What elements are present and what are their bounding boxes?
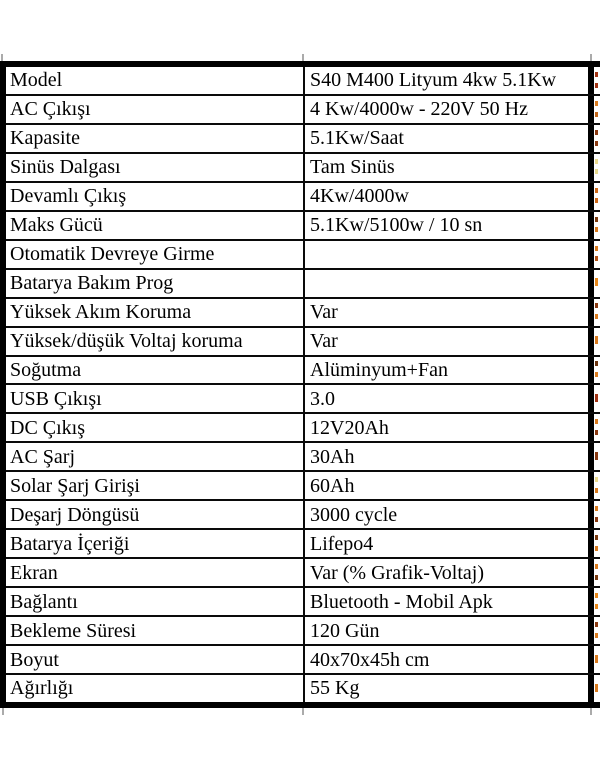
clipped-text-speck	[595, 361, 598, 366]
clipped-text-speck	[595, 655, 598, 663]
spec-table	[0, 61, 600, 708]
clipped-text-speck	[595, 564, 598, 569]
clipped-column-fragment	[594, 588, 600, 615]
table-row	[6, 646, 600, 675]
clipped-text-speck	[595, 593, 598, 598]
clipped-text-speck	[595, 130, 598, 135]
spec-label: Solar Şarj Girişi	[6, 472, 305, 499]
spec-value: 5.1Kw/5100w / 10 sn	[305, 212, 594, 239]
spec-value: 4 Kw/4000w - 220V 50 Hz	[305, 96, 594, 123]
spec-value: Var	[305, 328, 594, 355]
spec-value: 3000 cycle	[305, 501, 594, 528]
spec-value: S40 M400 Lityum 4kw 5.1Kw	[305, 67, 594, 94]
spec-value: 5.1Kw/Saat	[305, 125, 594, 152]
clipped-text-speck	[595, 256, 598, 261]
spec-label: Kapasite	[6, 125, 305, 152]
spec-value: Lifepo4	[305, 530, 594, 557]
spec-value: Var (% Grafik-Voltaj)	[305, 559, 594, 586]
spec-label: Batarya İçeriği	[6, 530, 305, 557]
spec-label: Sinüs Dalgası	[6, 154, 305, 181]
gridline-stub-bottom-right	[590, 708, 592, 715]
table-row	[6, 675, 600, 702]
spec-label: Bağlantı	[6, 588, 305, 615]
clipped-text-speck	[595, 430, 598, 435]
spec-label: Ekran	[6, 559, 305, 586]
clipped-column-fragment	[594, 67, 600, 94]
clipped-text-speck	[595, 83, 598, 88]
gridline-stub-top-middle	[302, 54, 304, 61]
clipped-text-speck	[595, 112, 598, 117]
clipped-text-speck	[595, 604, 598, 609]
clipped-text-speck	[595, 188, 598, 193]
spec-value: Tam Sinüs	[305, 154, 594, 181]
clipped-text-speck	[595, 217, 598, 222]
table-row	[6, 530, 600, 559]
clipped-text-speck	[595, 227, 598, 232]
table-row	[6, 357, 600, 386]
clipped-column-fragment	[594, 443, 600, 470]
clipped-column-fragment	[594, 530, 600, 557]
clipped-text-speck	[595, 394, 598, 402]
spec-value: 4Kw/4000w	[305, 183, 594, 210]
clipped-column-fragment	[594, 328, 600, 355]
spec-value	[305, 270, 594, 297]
clipped-text-speck	[595, 278, 598, 286]
clipped-text-speck	[595, 141, 598, 146]
clipped-text-speck	[595, 72, 598, 77]
spec-value: 40x70x45h cm	[305, 646, 594, 673]
table-row	[6, 212, 600, 241]
table-row	[6, 472, 600, 501]
clipped-text-speck	[595, 101, 598, 106]
table-row	[6, 67, 600, 96]
table-row	[6, 183, 600, 212]
spec-label: Boyut	[6, 646, 305, 673]
clipped-text-speck	[595, 622, 598, 627]
spec-value: 60Ah	[305, 472, 594, 499]
spec-value: Alüminyum+Fan	[305, 357, 594, 384]
clipped-text-speck	[595, 506, 598, 511]
table-row	[6, 299, 600, 328]
spec-value: Var	[305, 299, 594, 326]
table-row	[6, 154, 600, 183]
spec-label: USB Çıkışı	[6, 385, 305, 412]
spec-value	[305, 241, 594, 268]
clipped-text-speck	[595, 684, 598, 692]
gridline-stub-bottom-middle	[302, 708, 304, 715]
clipped-text-speck	[595, 546, 598, 551]
table-row	[6, 617, 600, 646]
clipped-text-speck	[595, 488, 598, 493]
spec-label: Devamlı Çıkış	[6, 183, 305, 210]
spec-label: Deşarj Döngüsü	[6, 501, 305, 528]
clipped-text-speck	[595, 452, 598, 460]
spec-label: AC Çıkışı	[6, 96, 305, 123]
clipped-text-speck	[595, 419, 598, 424]
clipped-column-fragment	[594, 241, 600, 268]
spec-value: 3.0	[305, 385, 594, 412]
spec-label: Model	[6, 67, 305, 94]
table-row	[6, 414, 600, 443]
clipped-column-fragment	[594, 617, 600, 644]
clipped-text-speck	[595, 303, 598, 308]
clipped-column-fragment	[594, 154, 600, 181]
spec-label: Ağırlığı	[6, 675, 305, 702]
clipped-text-speck	[595, 477, 598, 482]
clipped-text-speck	[595, 246, 598, 251]
clipped-text-speck	[595, 535, 598, 540]
table-row	[6, 588, 600, 617]
table-row	[6, 270, 600, 299]
clipped-column-fragment	[594, 501, 600, 528]
clipped-text-speck	[595, 372, 598, 377]
spec-label: Bekleme Süresi	[6, 617, 305, 644]
clipped-text-speck	[595, 169, 598, 174]
clipped-column-fragment	[594, 646, 600, 673]
clipped-text-speck	[595, 517, 598, 522]
spec-value: 30Ah	[305, 443, 594, 470]
clipped-column-fragment	[594, 414, 600, 441]
clipped-column-fragment	[594, 270, 600, 297]
spec-label: Otomatik Devreye Girme	[6, 241, 305, 268]
table-row	[6, 96, 600, 125]
spec-label: Yüksek/düşük Voltaj koruma	[6, 328, 305, 355]
clipped-column-fragment	[594, 675, 600, 702]
table-row	[6, 501, 600, 530]
gridline-stub-top-right	[590, 54, 592, 61]
clipped-column-fragment	[594, 299, 600, 326]
table-row	[6, 559, 600, 588]
spec-label: Yüksek Akım Koruma	[6, 299, 305, 326]
clipped-column-fragment	[594, 385, 600, 412]
table-row	[6, 328, 600, 357]
clipped-text-speck	[595, 336, 598, 344]
table-row	[6, 385, 600, 414]
clipped-text-speck	[595, 633, 598, 638]
clipped-column-fragment	[594, 559, 600, 586]
spec-value: 120 Gün	[305, 617, 594, 644]
gridline-stub-top-left	[1, 54, 3, 61]
clipped-text-speck	[595, 198, 598, 203]
clipped-column-fragment	[594, 183, 600, 210]
spec-label: Batarya Bakım Prog	[6, 270, 305, 297]
clipped-column-fragment	[594, 125, 600, 152]
spec-value: Bluetooth - Mobil Apk	[305, 588, 594, 615]
clipped-text-speck	[595, 575, 598, 580]
spec-value: 12V20Ah	[305, 414, 594, 441]
table-row	[6, 125, 600, 154]
spec-value: 55 Kg	[305, 675, 594, 702]
spec-label: Maks Gücü	[6, 212, 305, 239]
clipped-column-fragment	[594, 357, 600, 384]
spec-label: DC Çıkış	[6, 414, 305, 441]
gridline-stub-bottom-left	[2, 708, 4, 715]
clipped-column-fragment	[594, 212, 600, 239]
clipped-text-speck	[595, 159, 598, 164]
spec-label: Soğutma	[6, 357, 305, 384]
table-row	[6, 443, 600, 472]
clipped-column-fragment	[594, 472, 600, 499]
clipped-column-fragment	[594, 96, 600, 123]
table-row	[6, 241, 600, 270]
clipped-text-speck	[595, 314, 598, 319]
spec-label: AC Şarj	[6, 443, 305, 470]
